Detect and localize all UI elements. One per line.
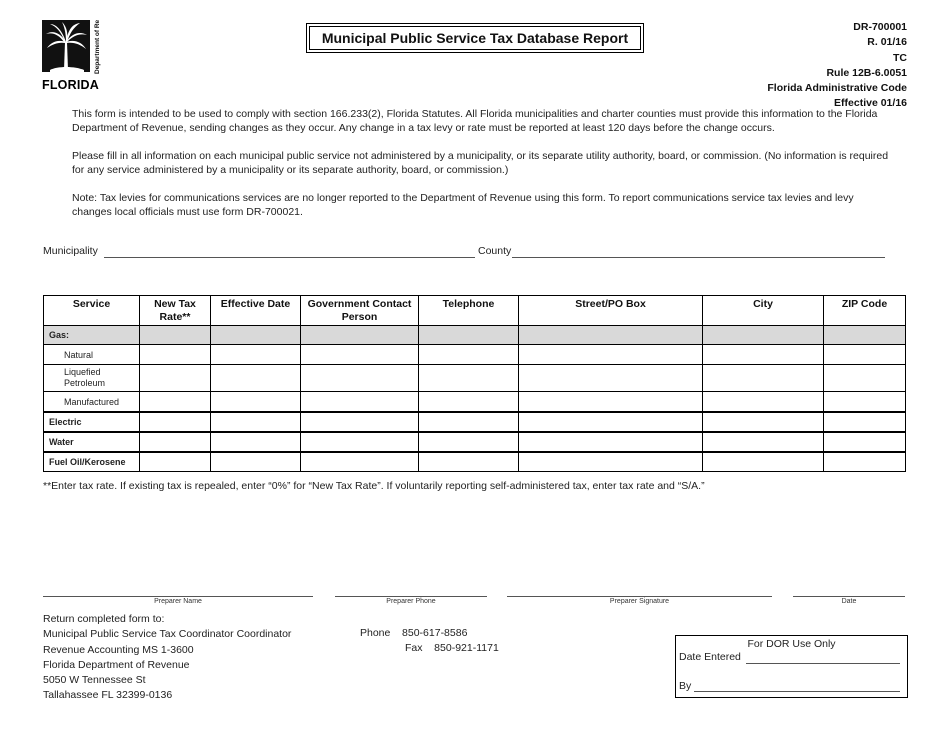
table-cell[interactable] <box>140 392 211 413</box>
service-label: Water <box>44 432 140 452</box>
table-cell[interactable] <box>419 365 519 392</box>
return-line: Municipal Public Service Tax Coordinator Coordinator <box>43 628 292 641</box>
table-header-row <box>44 296 906 326</box>
date-field[interactable] <box>793 596 905 597</box>
preparer-phone-field[interactable] <box>335 596 487 597</box>
col-header-effective-date: Effective Date <box>211 296 301 326</box>
table-cell[interactable] <box>519 452 703 472</box>
by-label: By <box>679 680 692 692</box>
table-cell[interactable] <box>824 365 906 392</box>
date-entered-label: Date Entered <box>679 651 741 663</box>
table-cell[interactable] <box>703 432 824 452</box>
table-cell[interactable] <box>824 392 906 413</box>
table-cell[interactable] <box>140 365 211 392</box>
table-cell[interactable] <box>824 452 906 472</box>
date-entered-field[interactable] <box>746 663 900 664</box>
return-line: 5050 W Tennessee St <box>43 674 146 687</box>
col-header-new-tax-rate: New Tax Rate** <box>140 296 211 326</box>
form-effective: Effective 01/16 <box>834 97 907 110</box>
table-cell[interactable] <box>301 365 419 392</box>
logo-department-text <box>92 20 101 75</box>
table-cell[interactable] <box>301 345 419 365</box>
form-header-meta <box>767 20 907 112</box>
table-cell[interactable] <box>419 345 519 365</box>
table-cell[interactable] <box>519 432 703 452</box>
col-header-service: Service <box>44 296 140 326</box>
table-cell <box>519 326 703 345</box>
intro-paragraph: This form is intended to be used to comply with section 166.233(2), Florida Statutes. All Florida municipalities and charter counties must provide this information to the Florida Department of Revenue, sending changes as they occur. Any change in a tax levy or rate must be reported at least 120 days before the change occurs. <box>72 108 878 134</box>
service-label: Fuel Oil/Kerosene <box>44 452 140 472</box>
return-line: Revenue Accounting MS 1-3600 <box>43 643 194 656</box>
preparer-signature-label: Preparer Signature <box>609 598 670 605</box>
form-rule: Rule 12B-6.0051 <box>826 66 907 79</box>
col-header-telephone: Telephone <box>419 296 519 326</box>
municipality-field[interactable] <box>104 257 475 258</box>
by-field[interactable] <box>694 691 900 692</box>
table-cell[interactable] <box>301 452 419 472</box>
table-cell <box>824 326 906 345</box>
table-cell[interactable] <box>703 345 824 365</box>
table-cell[interactable] <box>419 392 519 413</box>
form-title: Municipal Public Service Tax Database Report <box>309 26 641 50</box>
table-cell[interactable] <box>211 365 301 392</box>
table-row <box>44 345 906 365</box>
contact-numbers <box>360 626 499 657</box>
service-label: Gas: <box>44 326 140 345</box>
table-cell[interactable] <box>824 345 906 365</box>
form-number: DR-700001 <box>853 21 907 33</box>
col-header-city: City <box>703 296 824 326</box>
preparer-name-label: Preparer Name <box>154 598 202 605</box>
table-cell[interactable] <box>419 432 519 452</box>
table-cell[interactable] <box>211 392 301 413</box>
table-row <box>44 392 906 413</box>
table-cell[interactable] <box>211 345 301 365</box>
fax-number: Fax 850-921-1171 <box>405 642 499 655</box>
table-cell[interactable] <box>703 392 824 413</box>
table-cell <box>211 326 301 345</box>
table-cell[interactable] <box>211 412 301 432</box>
table-cell[interactable] <box>519 412 703 432</box>
form-tc: TC <box>893 51 907 64</box>
table-cell <box>419 326 519 345</box>
table-cell <box>140 326 211 345</box>
col-header-contact-person: Government Contact Person <box>301 296 419 326</box>
table-cell[interactable] <box>140 452 211 472</box>
dor-box-title: For DOR Use Only <box>747 638 836 650</box>
table-cell[interactable] <box>419 452 519 472</box>
table-cell[interactable] <box>703 452 824 472</box>
return-heading: Return completed form to: <box>43 613 165 625</box>
county-label: County <box>478 245 512 257</box>
preparer-name-field[interactable] <box>43 596 313 597</box>
dor-use-only-box <box>675 635 908 698</box>
phone-number: Phone 850-617-8586 <box>360 627 468 639</box>
table-cell[interactable] <box>211 432 301 452</box>
table-cell[interactable] <box>519 345 703 365</box>
table-cell <box>301 326 419 345</box>
table-cell[interactable] <box>140 412 211 432</box>
form-code: Florida Administrative Code <box>767 82 907 95</box>
table-cell <box>703 326 824 345</box>
table-cell[interactable] <box>824 432 906 452</box>
instructions-paragraph: Please fill in all information on each municipal public service not administered by a municipality, or its separate utility authority, board, or commission. (No information is required for any service administered by a municipality or its separate authority, board, or commission.) <box>72 150 889 176</box>
table-cell[interactable] <box>703 412 824 432</box>
service-label: Electric <box>44 412 140 432</box>
logo-wordmark: FLORIDA <box>42 78 99 92</box>
table-cell[interactable] <box>140 345 211 365</box>
service-label: Manufactured <box>44 392 140 413</box>
return-address <box>43 612 291 704</box>
preparer-signature-field[interactable] <box>507 596 772 597</box>
table-cell[interactable] <box>824 412 906 432</box>
table-cell[interactable] <box>419 412 519 432</box>
table-cell[interactable] <box>211 452 301 472</box>
table-row <box>44 432 906 452</box>
logo-dept-label: Department of Revenue <box>94 20 101 74</box>
preparer-phone-label: Preparer Phone <box>386 598 436 605</box>
table-cell[interactable] <box>703 365 824 392</box>
county-field[interactable] <box>512 257 885 258</box>
service-tax-table <box>43 295 906 472</box>
table-cell[interactable] <box>519 365 703 392</box>
table-row <box>44 452 906 472</box>
table-cell[interactable] <box>301 432 419 452</box>
return-line: Florida Department of Revenue <box>43 658 190 671</box>
service-label: Natural <box>44 345 140 365</box>
col-header-street: Street/PO Box <box>519 296 703 326</box>
municipality-label: Municipality <box>43 245 98 257</box>
form-revision: R. 01/16 <box>867 36 907 49</box>
table-footnote: **Enter tax rate. If existing tax is repealed, enter “0%” for “New Tax Rate”. If voluntarily reporting self-administered tax, enter tax rate and “S/A.” <box>43 480 705 492</box>
date-label: Date <box>841 598 857 605</box>
table-row <box>44 326 906 345</box>
form-title-box <box>306 23 644 53</box>
col-header-zip: ZIP Code <box>824 296 906 326</box>
table-cell[interactable] <box>301 392 419 413</box>
service-label: Liquefied Petroleum <box>44 365 140 392</box>
table-cell[interactable] <box>519 392 703 413</box>
note-paragraph: Note: Tax levies for communications services are no longer reported to the Department of Revenue using this form. To report communications service tax levies and levy changes local officials must use form DR-700021. <box>72 192 854 218</box>
table-cell[interactable] <box>140 432 211 452</box>
table-row <box>44 412 906 432</box>
table-cell[interactable] <box>301 412 419 432</box>
return-line: Tallahassee FL 32399-0136 <box>43 689 173 702</box>
table-row <box>44 365 906 392</box>
